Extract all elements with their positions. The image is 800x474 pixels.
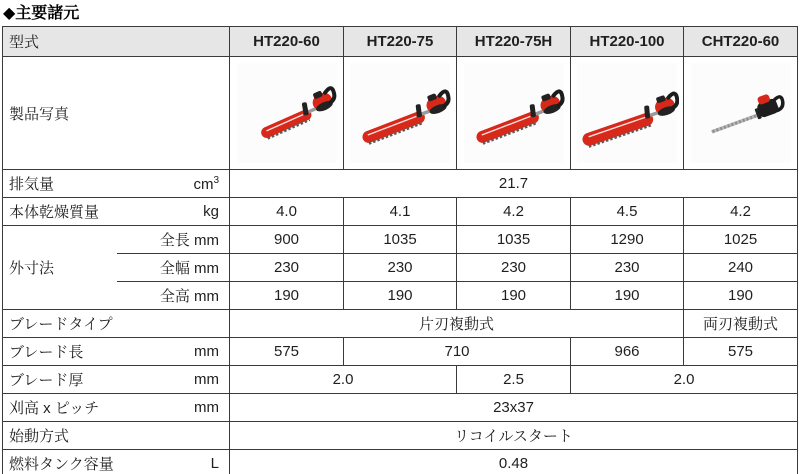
blade-thickness-value: 2.0 (230, 366, 457, 394)
height-value: 190 (684, 282, 798, 310)
blade-length-value: 966 (571, 338, 684, 366)
row-cut-height-pitch (3, 394, 798, 422)
dry-weight-value: 4.2 (457, 198, 571, 226)
hedge-trimmer-image (348, 61, 452, 165)
height-value: 190 (571, 282, 684, 310)
model-header-ht220-100: HT220-100 (571, 27, 684, 57)
row-overall-height (3, 282, 798, 310)
blade-thickness-value: 2.0 (571, 366, 798, 394)
length-value: 900 (230, 226, 344, 254)
width-value: 230 (344, 254, 457, 282)
length-value: 1035 (344, 226, 457, 254)
dry-weight-label-cell: 本体乾燥質量 kg (3, 198, 230, 226)
dimensions-group-label: 外寸法 (3, 226, 117, 310)
product-photo-row (3, 57, 798, 170)
dry-weight-value: 4.0 (230, 198, 344, 226)
blade-length-value: 575 (684, 338, 798, 366)
row-overall-width (3, 254, 798, 282)
page-title: ◆主要諸元 (3, 5, 80, 22)
row-dry-weight (3, 198, 798, 226)
start-system-label-cell: 始動方式 (3, 422, 230, 450)
width-value: 240 (684, 254, 798, 282)
table-header-row (3, 27, 798, 57)
blade-type-value: 両刃複動式 (684, 310, 798, 338)
blade-type-label-cell: ブレードタイプ (3, 310, 230, 338)
blade-type-value: 片刃複動式 (230, 310, 684, 338)
unit-label: L (210, 455, 220, 472)
dry-weight-value: 4.5 (571, 198, 684, 226)
length-value: 1290 (571, 226, 684, 254)
hedge-trimmer-image (575, 61, 679, 165)
dry-weight-value: 4.2 (684, 198, 798, 226)
unit-label: $cm^3$ (193, 174, 220, 193)
unit-label: mm (194, 343, 220, 360)
length-sublabel: 全長 mm (117, 226, 230, 254)
unit-label: kg (203, 203, 220, 220)
product-photo-ht220-60 (230, 57, 344, 170)
photo-row-label: 製品写真 (3, 57, 230, 170)
displacement-value: 21.7 (230, 170, 798, 198)
model-header-cht220-60: CHT220-60 (684, 27, 798, 57)
blade-thickness-value: 2.5 (457, 366, 571, 394)
blade-thickness-label-cell: ブレード厚 mm (3, 366, 230, 394)
hedge-trimmer-image (235, 61, 339, 165)
row-blade-length (3, 338, 798, 366)
height-value: 190 (457, 282, 571, 310)
cut-height-pitch-value: 23x37 (230, 394, 798, 422)
hedge-trimmer-image (462, 61, 566, 165)
fuel-tank-value: 0.48 (230, 450, 798, 474)
height-value: 190 (344, 282, 457, 310)
fuel-tank-label-cell: 燃料タンク容量 L (3, 450, 230, 474)
height-value: 190 (230, 282, 344, 310)
row-fuel-tank (3, 450, 798, 474)
length-value: 1025 (684, 226, 798, 254)
start-system-value: リコイルスタート (230, 422, 798, 450)
width-sublabel: 全幅 mm (117, 254, 230, 282)
row-overall-length (3, 226, 798, 254)
product-photo-ht220-75h (457, 57, 571, 170)
displacement-label-cell: 排気量 $cm^3$ (3, 170, 230, 198)
row-blade-type (3, 310, 798, 338)
blade-length-value: 575 (230, 338, 344, 366)
product-photo-cht220-60 (684, 57, 798, 170)
cut-height-pitch-label-cell: 刈高 x ピッチ mm (3, 394, 230, 422)
blade-length-label-cell: ブレード長 mm (3, 338, 230, 366)
dry-weight-value: 4.1 (344, 198, 457, 226)
product-photo-ht220-75 (344, 57, 457, 170)
length-value: 1035 (457, 226, 571, 254)
width-value: 230 (457, 254, 571, 282)
row-blade-thickness (3, 366, 798, 394)
model-header-ht220-75: HT220-75 (344, 27, 457, 57)
model-row-label: 型式 (3, 27, 230, 57)
row-displacement (3, 170, 798, 198)
model-header-ht220-75h: HT220-75H (457, 27, 571, 57)
model-header-ht220-60: HT220-60 (230, 27, 344, 57)
product-photo-ht220-100 (571, 57, 684, 170)
width-value: 230 (230, 254, 344, 282)
hedge-trimmer-image (689, 61, 793, 165)
row-start-system (3, 422, 798, 450)
blade-length-value: 710 (344, 338, 571, 366)
unit-label: mm (194, 399, 220, 416)
unit-label: mm (194, 371, 220, 388)
spec-table (2, 26, 798, 474)
height-sublabel: 全高 mm (117, 282, 230, 310)
width-value: 230 (571, 254, 684, 282)
